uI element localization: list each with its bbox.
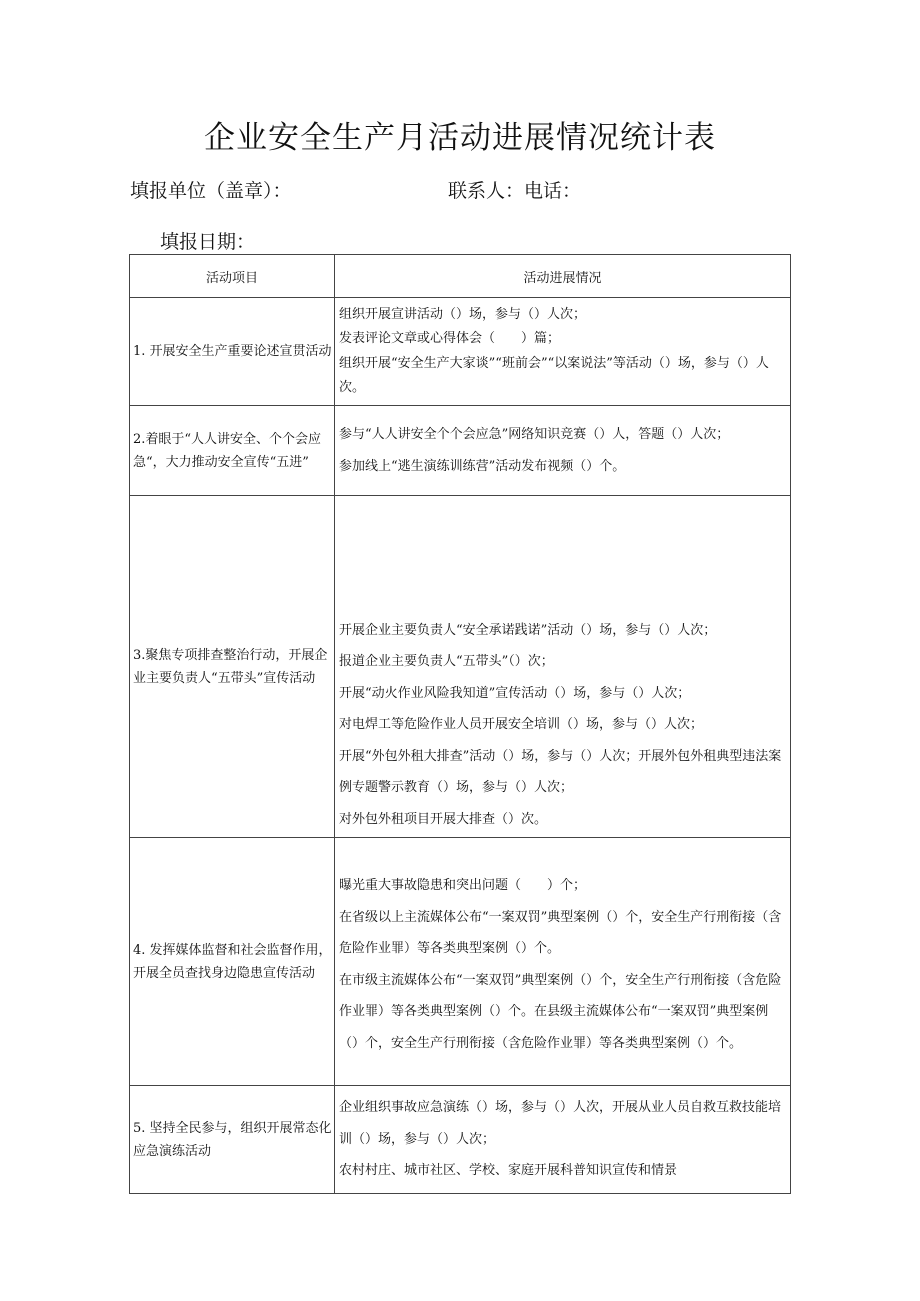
progress-line: 组织开展宣讲活动（）场，参与（）人次； [339, 306, 587, 322]
progress-line: 开展“外包外租大排查”活动（）场，参与（）人次；开展外包外租典型违法案例专题警示教育（）场，参与（）人次； [339, 748, 782, 795]
activity-progress-cell [335, 1086, 791, 1194]
activity-progress-cell [335, 406, 791, 496]
progress-line: 在市级主流媒体公布“一案双罚”典型案例（）个，安全生产行刑衔接（含危险作业罪）等各类典型案例（）个。在县级主流媒体公布“一案双罚”典型案例（）个，安全生产行刑衔接（含危险作业罪）等各类典型案例（）个。 [339, 972, 782, 1051]
activity-progress-table [129, 254, 791, 1194]
reporting-unit-label: 填报单位（盖章）： [130, 180, 292, 202]
reporting-date-label: 填报日期： [160, 231, 256, 253]
activity-item-cell: 3.聚焦专项排查整治行动，开展企业主要负责人“五带头”宣传活动 [130, 496, 335, 838]
table-row [130, 496, 791, 838]
progress-line: 发表评论文章或心得体会（ ）篇； [339, 331, 561, 346]
table-header-row [130, 255, 791, 298]
activity-progress-cell [335, 298, 791, 406]
progress-line: 对外包外租项目开展大排查（）次。 [339, 811, 548, 827]
activity-progress-cell [335, 496, 791, 838]
table-row [130, 1086, 791, 1194]
progress-line: 企业组织事故应急演练（）场，参与（）人次，开展从业人员自救互救技能培训（）场，参与（）人次； [339, 1100, 782, 1147]
progress-line: 参与“人人讲安全个个会应急”网络知识竞赛（）人，答题（）人次； [339, 427, 730, 442]
table-row [130, 298, 791, 406]
progress-line: 曝光重大事故隐患和突出问题（ ）个； [339, 878, 587, 893]
progress-line: 对电焊工等危险作业人员开展安全培训（）场，参与（）人次； [339, 717, 704, 732]
contact-phone-label: 联系人：电话： [448, 180, 582, 202]
progress-line: 农村村庄、城市社区、学校、家庭开展科普知识宣传和情景 [339, 1163, 678, 1179]
activity-item-cell: 2.着眼于“人人讲安全、个个会应急“，大力推动安全宣传“五进” [130, 406, 335, 496]
table-row [130, 406, 791, 496]
document-title: 企业安全生产月活动进展情况统计表 [204, 120, 716, 156]
activity-item-cell: 1. 开展安全生产重要论述宣贯活动 [130, 298, 335, 406]
progress-line: 开展企业主要负责人“安全承诺践诺”活动（）场，参与（）人次； [339, 622, 717, 638]
activity-progress-cell [335, 838, 791, 1086]
progress-line: 参加线上“逃生演练训练营”活动发布视频（）个。 [339, 458, 626, 474]
table-row [130, 838, 791, 1086]
progress-line: 在省级以上主流媒体公布“一案双罚”典型案例（）个，安全生产行刑衔接（含危险作业罪）等各类典型案例（）个。 [339, 909, 782, 956]
activity-item-cell: 4. 发挥媒体监督和社会监督作用，开展全员查找身边隐患宣传活动 [130, 838, 335, 1086]
header-activity-progress: 活动进展情况 [335, 255, 791, 298]
header-activity-item: 活动项目 [130, 255, 335, 298]
progress-line: 组织开展“安全生产大家谈”“班前会”“以案说法”等活动（）场，参与（）人次。 [339, 355, 769, 395]
progress-line: 报道企业主要负责人“五带头”（）次； [339, 654, 554, 669]
activity-item-cell: 5. 坚持全民参与，组织开展常态化应急演练活动 [130, 1086, 335, 1194]
progress-line: 开展“动火作业风险我知道”宣传活动（）场，参与（）人次； [339, 685, 691, 701]
